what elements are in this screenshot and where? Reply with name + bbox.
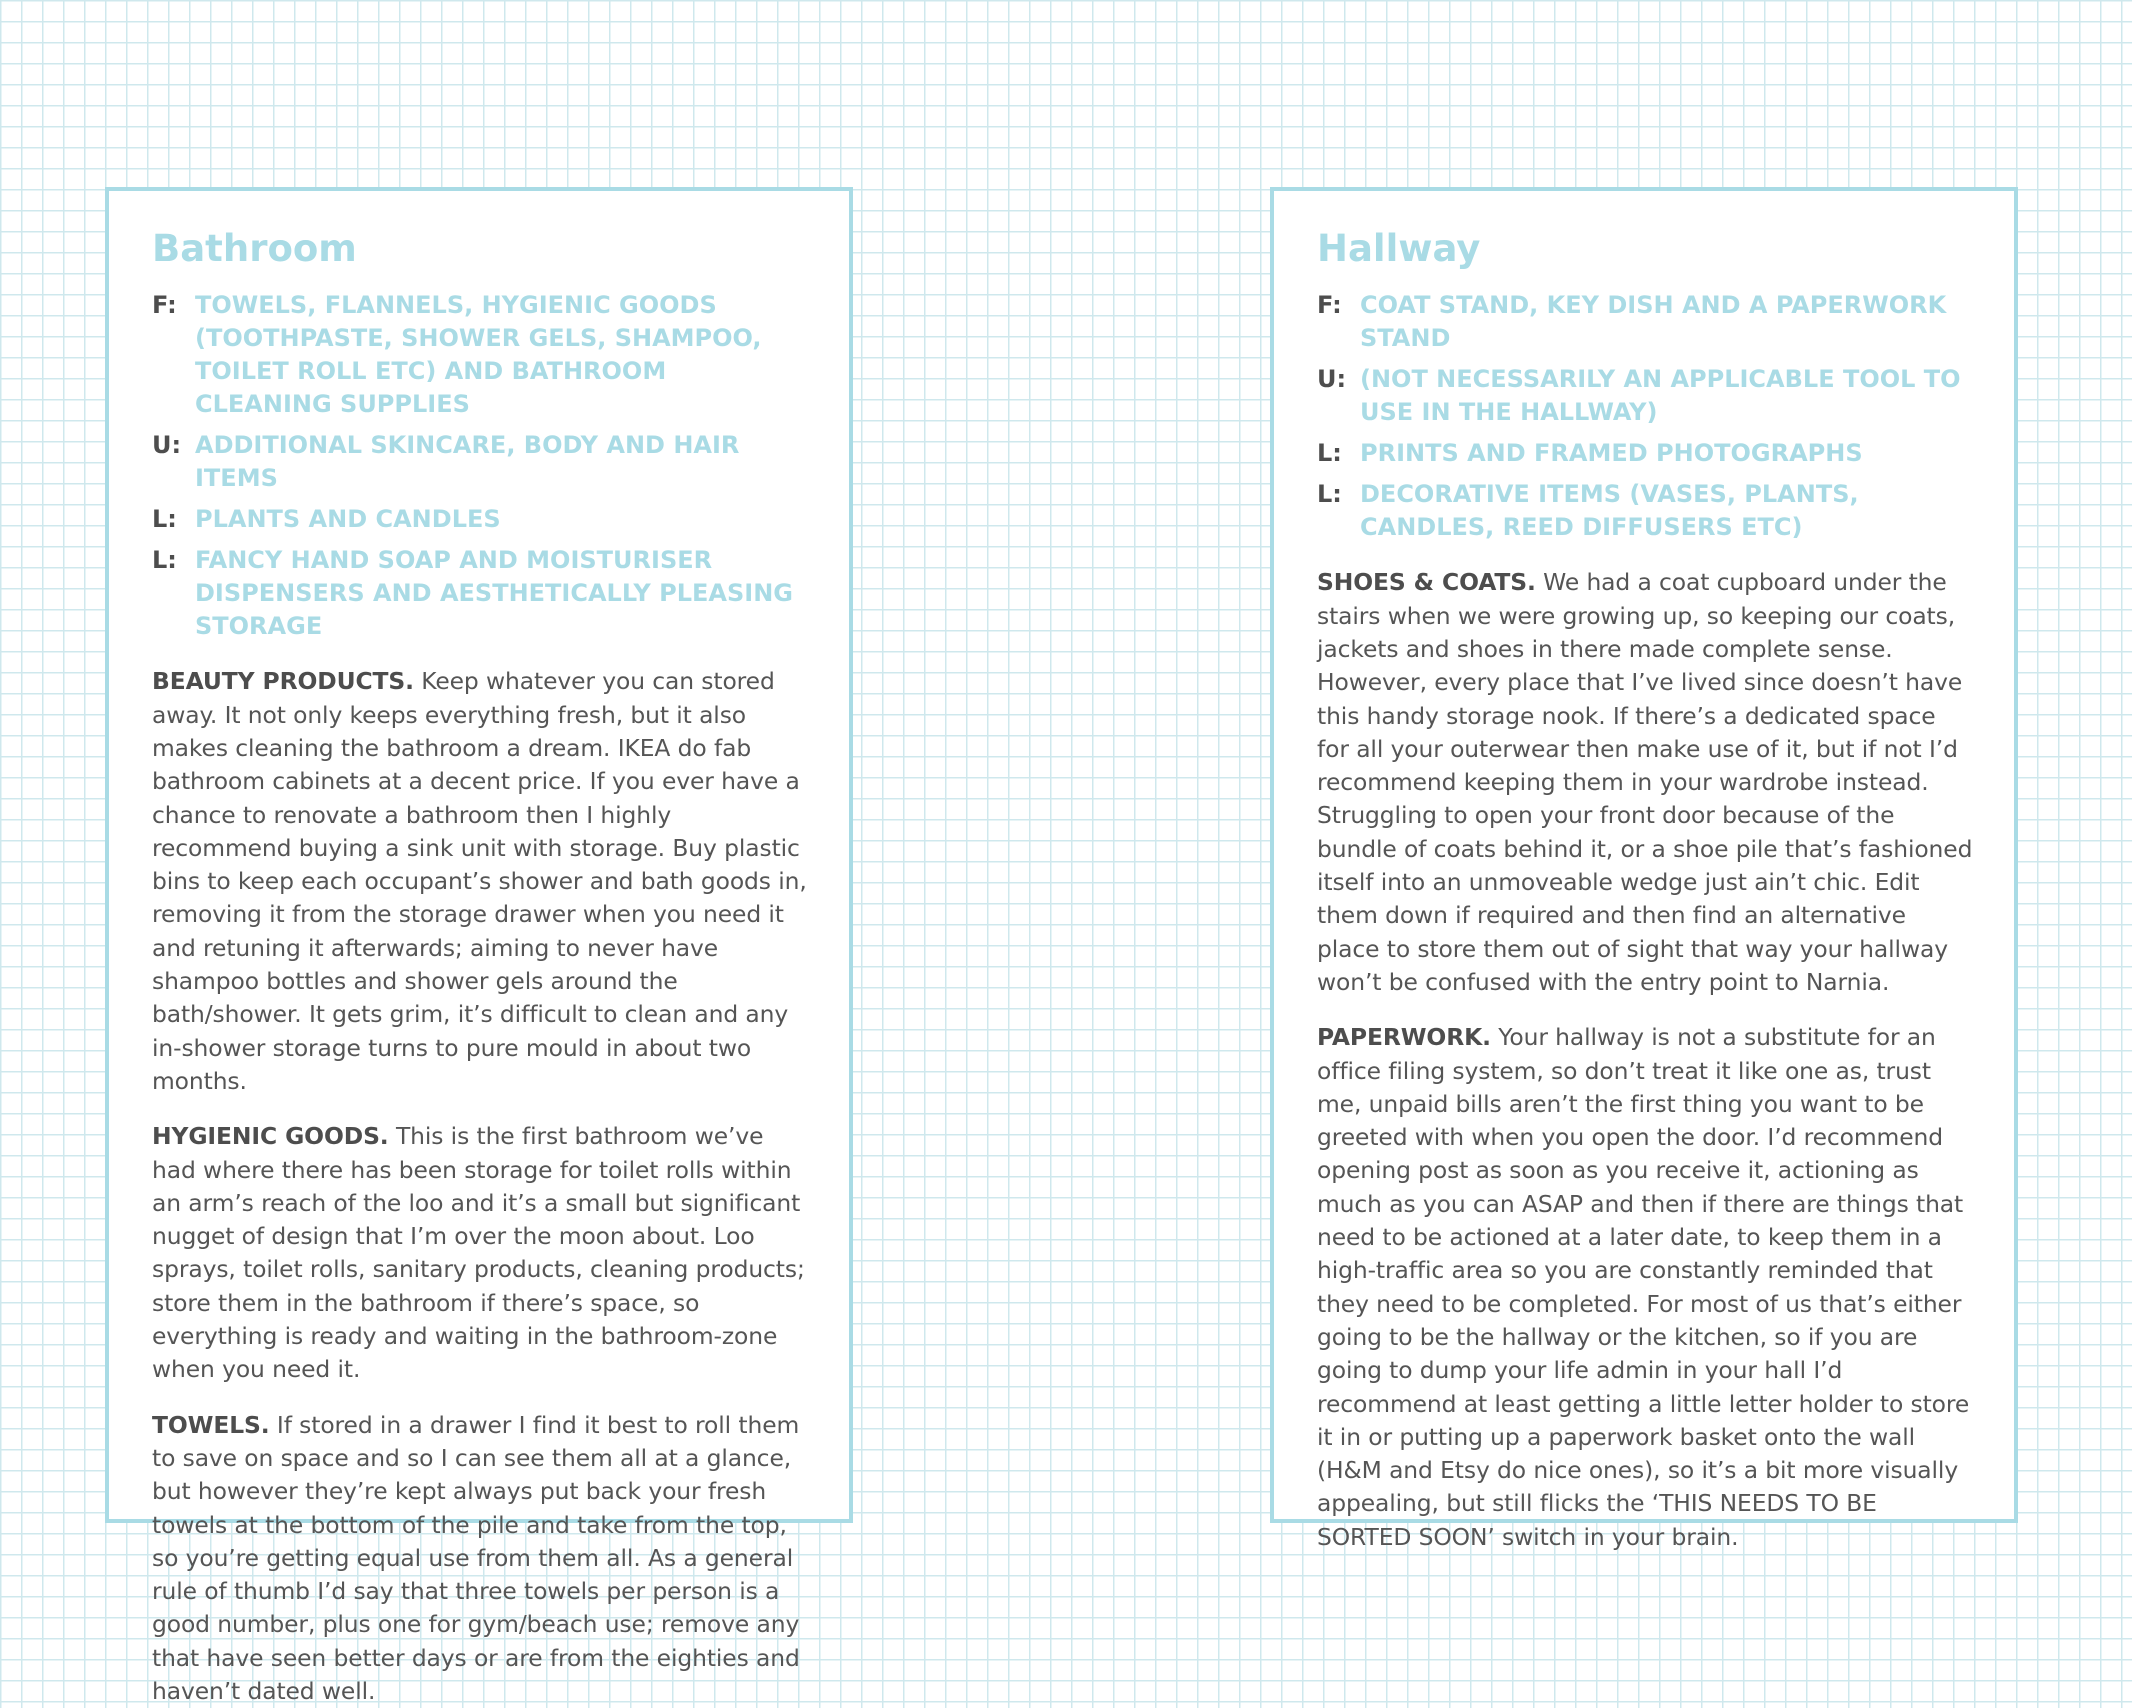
list-key: U: xyxy=(1317,365,1347,394)
paragraph xyxy=(152,1120,809,1386)
list-key: L: xyxy=(1317,439,1342,468)
paragraph-heading: TOWELS. xyxy=(152,1410,270,1439)
paragraph xyxy=(1317,566,1974,999)
paragraph-body: This is the first bathroom we’ve had where there has been storage for toilet rolls within an arm’s reach of the loo and it’s a small but significant nugget of design that I’m over the moon about. Loo sprays, toilet rolls, sanitary products, cleaning products; store them in the bathroom if there’s space, so everything is ready and waiting in the bathroom-zone when you need it. xyxy=(152,1122,805,1384)
list-text: (NOT NECESSARILY AN APPLICABLE TOOL TO USE IN THE HALLWAY) xyxy=(1360,365,1961,427)
list-text: FANCY HAND SOAP AND MOISTURISER DISPENSERS AND AESTHETICALLY PLEASING STORAGE xyxy=(195,546,793,641)
ful-list xyxy=(152,289,809,643)
list-text: ADDITIONAL SKINCARE, BODY AND HAIR ITEMS xyxy=(195,431,740,493)
list-item xyxy=(152,503,809,536)
list-item xyxy=(152,544,809,643)
paragraph-heading: HYGIENIC GOODS. xyxy=(152,1122,389,1151)
list-key: L: xyxy=(152,546,177,575)
ful-list xyxy=(1317,289,1974,544)
list-text: PLANTS AND CANDLES xyxy=(195,505,501,534)
list-key: F: xyxy=(152,291,177,320)
list-key: F: xyxy=(1317,291,1342,320)
list-item xyxy=(152,429,809,495)
list-key: L: xyxy=(1317,480,1342,509)
list-item xyxy=(1317,289,1974,355)
paragraph-heading: SHOES & COATS. xyxy=(1317,568,1536,597)
paragraph-body: If stored in a drawer I find it best to roll them to save on space and so I can see them all at a glance, but however they’re kept always put back your fresh towels at the bottom of the pile and take from the top, so you’re getting equal use from them all. As a general rule of thumb I’d say that three towels per person is a good number, plus one for gym/beach use; remove any that have seen better days or are from the eighties and haven’t dated well. xyxy=(152,1410,800,1705)
bathroom-panel xyxy=(105,187,853,1705)
panel-title: Bathroom xyxy=(152,227,357,270)
list-item xyxy=(1317,478,1974,544)
list-item xyxy=(1317,363,1974,429)
list-key: L: xyxy=(152,505,177,534)
paragraph-heading: BEAUTY PRODUCTS. xyxy=(152,667,414,696)
paragraph-body: Your hallway is not a substitute for an office filing system, so don’t treat it like one as, trust me, unpaid bills aren’t the first thing you want to be greeted with when you open the door. I’d recommend opening post as soon as you receive it, actioning as much as you can ASAP and then if there are things that need to be actioned at a later date, to keep them in a high-traffic area so you are constantly reminded that they need to be completed. For most of us that’s either going to be the hallway or the kitchen, so if you are going to dump your life admin in your hall I’d recommend at least getting a little letter holder to store it in or putting up a paperwork basket onto the wall (H&M and Etsy do nice ones), so it’s a bit more visually appealing, but still flicks the ‘THIS NEEDS TO BE SORTED SOON’ switch in your brain. xyxy=(1317,1023,1970,1551)
hallway-panel xyxy=(1270,187,2018,1551)
list-item xyxy=(152,289,809,421)
list-text: DECORATIVE ITEMS (VASES, PLANTS, CANDLES, REED DIFFUSERS ETC) xyxy=(1360,480,1859,542)
paragraph-body: Keep whatever you can stored away. It not only keeps everything fresh, but it also makes cleaning the bathroom a dream. IKEA do fab bathroom cabinets at a decent price. If you ever have a chance to renovate a bathroom then I highly recommend buying a sink unit with storage. Buy plastic bins to keep each occupant’s shower and bath goods in, removing it from the storage drawer when you need it and retuning it afterwards; aiming to never have shampoo bottles and shower gels around the bath/shower. It gets grim, it’s difficult to clean and any in-shower storage turns to pure mould in about two months. xyxy=(152,667,807,1095)
list-key: U: xyxy=(152,431,182,460)
paragraph xyxy=(152,665,809,1098)
paragraph-body: We had a coat cupboard under the stairs when we were growing up, so keeping our coats, jackets and shoes in there made complete sense. However, every place that I’ve lived since doesn’t have this handy storage nook. If there’s a dedicated space for all your outerwear then make use of it, but if not I’d recommend keeping them in your wardrobe instead. Struggling to open your front door because of the bundle of coats behind it, or a shoe pile that’s fashioned itself into an unmoveable wedge just ain’t chic. Edit them down if required and then find an alternative place to store them out of sight that way your hallway won’t be confused with the entry point to Narnia. xyxy=(1317,568,1973,996)
list-text: PRINTS AND FRAMED PHOTOGRAPHS xyxy=(1360,439,1863,468)
paragraph-heading: PAPERWORK. xyxy=(1317,1023,1491,1052)
list-text: COAT STAND, KEY DISH AND A PAPERWORK STAND xyxy=(1360,291,1947,353)
panel-title: Hallway xyxy=(1317,227,1481,270)
list-text: TOWELS, FLANNELS, HYGIENIC GOODS (TOOTHPASTE, SHOWER GELS, SHAMPOO, TOILET ROLL ETC) AND BATHROOM CLEANING SUPPLIES xyxy=(195,291,762,419)
list-item xyxy=(1317,437,1974,470)
paragraph xyxy=(1317,1021,1974,1554)
paragraph xyxy=(152,1409,809,1708)
